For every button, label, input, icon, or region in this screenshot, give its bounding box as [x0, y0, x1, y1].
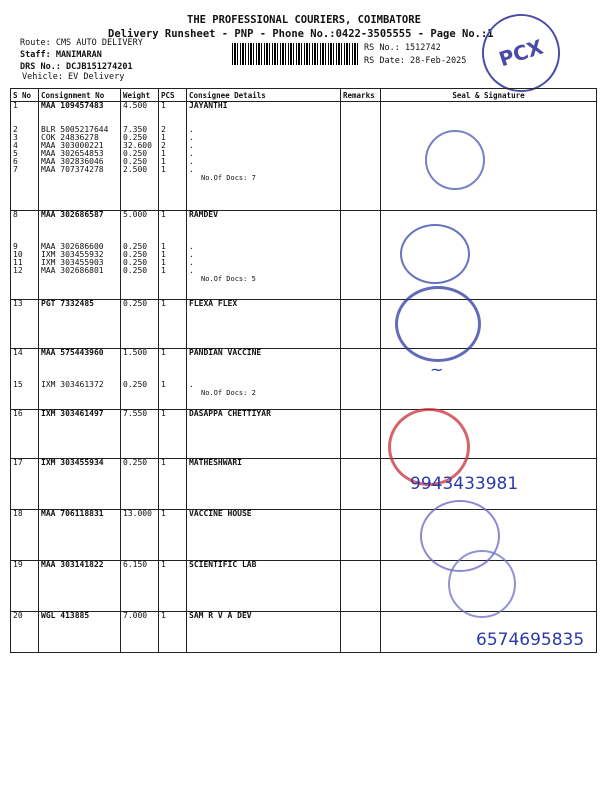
cell-sno	[11, 459, 39, 510]
wt-value: 7.550	[123, 409, 148, 418]
cell-pcs	[159, 612, 187, 653]
cn-value: IXM 303455934	[41, 458, 104, 467]
table-row	[11, 410, 597, 459]
consignee-value: VACCINE HOUSE	[189, 509, 252, 518]
cell-wt	[121, 510, 159, 561]
sno-value: 7	[13, 165, 18, 174]
cell-remarks	[341, 349, 381, 410]
cn-value: MAA 302654853	[41, 149, 104, 158]
cn-value: IXM 303461372	[41, 380, 104, 389]
wt-value: 7.000	[123, 611, 148, 620]
consignee-value: .	[189, 165, 194, 174]
staff-label: Staff: MANIMARAN	[20, 50, 102, 60]
consignee-value: SAM R V A DEV	[189, 611, 252, 620]
handwritten-phone-1: 9943433981	[410, 474, 519, 494]
wt-value: 7.350	[123, 125, 148, 134]
sno-value: 6	[13, 157, 18, 166]
wt-value	[123, 357, 156, 365]
sno-value: 14	[13, 348, 23, 357]
seal-stamp-2	[400, 224, 470, 284]
wt-value	[123, 219, 156, 227]
cn-value: MAA 109457483	[41, 101, 104, 110]
cell-remarks	[341, 459, 381, 510]
cell-cn	[39, 459, 121, 510]
cell-wt	[121, 102, 159, 211]
consignee-value	[189, 235, 338, 243]
table-row	[11, 300, 597, 349]
consignee-value	[189, 357, 338, 365]
pcs-value: 1	[161, 509, 166, 518]
cell-pcs	[159, 510, 187, 561]
cell-remarks	[341, 211, 381, 300]
cell-pcs	[159, 561, 187, 612]
consignee-value: .	[189, 149, 194, 158]
cn-value: MAA 707374278	[41, 165, 104, 174]
sno-value: 18	[13, 509, 23, 518]
cell-consignee	[187, 561, 341, 612]
wt-value	[123, 227, 156, 235]
pcs-value: 1	[161, 101, 166, 110]
pcs-value: 1	[161, 611, 166, 620]
sno-value: 13	[13, 299, 23, 308]
cell-consignee	[187, 612, 341, 653]
table-row	[11, 211, 597, 300]
cell-sno	[11, 300, 39, 349]
wt-value: 0.250	[123, 380, 148, 389]
wt-value: 6.150	[123, 560, 148, 569]
cn-value: BLR 5005217644	[41, 125, 109, 134]
pcs-value: 1	[161, 409, 166, 418]
barcode	[232, 43, 358, 65]
sno-value: 3	[13, 133, 18, 142]
consignee-value: .	[189, 258, 194, 267]
cn-value: MAA 706118831	[41, 509, 104, 518]
col-pcs: PCS	[159, 89, 187, 102]
cell-sno	[11, 211, 39, 300]
table-row	[11, 349, 597, 410]
pcs-value: 1	[161, 157, 166, 166]
cell-consignee	[187, 211, 341, 300]
cell-wt	[121, 459, 159, 510]
consignee-value: RAMDEV	[189, 210, 218, 219]
pcs-value: 1	[161, 258, 166, 267]
consignee-value: .	[189, 157, 194, 166]
cell-cn	[39, 211, 121, 300]
pcs-value: 1	[161, 458, 166, 467]
cn-value: MAA 303000221	[41, 141, 104, 150]
consignee-value: SCIENTIFIC LAB	[189, 560, 257, 569]
cell-sno	[11, 561, 39, 612]
cn-value: MAA 575443960	[41, 348, 104, 357]
cn-value	[41, 110, 118, 118]
pcs-value: 1	[161, 250, 166, 259]
cell-sno	[11, 102, 39, 211]
consignee-value: .	[189, 380, 194, 389]
sno-value: 11	[13, 258, 23, 267]
wt-value: 0.250	[123, 299, 148, 308]
rs-date: RS Date: 28-Feb-2025	[364, 56, 467, 66]
handwritten-phone-2: 6574695835	[476, 630, 585, 650]
cell-remarks	[341, 300, 381, 349]
pcs-value: 1	[161, 165, 166, 174]
cell-cn	[39, 349, 121, 410]
wt-value: 32.600	[123, 141, 152, 150]
consignee-value: .	[189, 141, 194, 150]
wt-value: 0.250	[123, 149, 148, 158]
wt-value: 0.250	[123, 242, 148, 251]
sno-value: 9	[13, 242, 18, 251]
cn-value	[41, 219, 118, 227]
cell-consignee	[187, 459, 341, 510]
cell-consignee	[187, 410, 341, 459]
cell-consignee	[187, 510, 341, 561]
consignee-value: PANDIAN VACCINE	[189, 348, 262, 357]
table-header-row	[11, 89, 597, 102]
col-sno: S No	[11, 89, 39, 102]
wt-value: 2.500	[123, 165, 148, 174]
cn-value: MAA 302686587	[41, 210, 104, 219]
wt-value: 0.250	[123, 258, 148, 267]
wt-value: 0.250	[123, 458, 148, 467]
cn-value: IXM 303461497	[41, 409, 104, 418]
consignee-value: .	[189, 125, 194, 134]
seal-stamp-flexa	[395, 286, 481, 362]
pcs-value: 1	[161, 133, 166, 142]
consignee-value	[189, 373, 338, 381]
pcs-value	[161, 219, 184, 227]
wt-value: 5.000	[123, 210, 148, 219]
cn-value: MAA 302836046	[41, 157, 104, 166]
cell-cn	[39, 300, 121, 349]
cell-remarks	[341, 102, 381, 211]
table-row	[11, 102, 597, 211]
pcs-value	[161, 227, 184, 235]
cn-value	[41, 227, 118, 235]
wt-value: 0.250	[123, 250, 148, 259]
cn-value: IXM 303455932	[41, 250, 104, 259]
cell-pcs	[159, 300, 187, 349]
consignee-value: .	[189, 242, 194, 251]
cell-remarks	[341, 561, 381, 612]
consignee-value: FLEXA FLEX	[189, 299, 238, 308]
pcs-value: 1	[161, 560, 166, 569]
wt-value: 13.000	[123, 509, 152, 518]
cell-pcs	[159, 102, 187, 211]
pcs-value: 1	[161, 210, 166, 219]
cell-consignee	[187, 349, 341, 410]
cell-pcs	[159, 349, 187, 410]
pcs-value	[161, 357, 184, 365]
col-remarks: Remarks	[341, 89, 381, 102]
consignee-value: MATHESHWARI	[189, 458, 242, 467]
pcs-value: 1	[161, 299, 166, 308]
pcx-stamp-text: PCX	[495, 34, 546, 72]
sno-value	[13, 227, 36, 235]
rs-number: RS No.: 1512742	[364, 43, 441, 53]
cell-seal	[381, 349, 597, 410]
pcs-value: 1	[161, 380, 166, 389]
consignee-value: .	[189, 133, 194, 142]
sno-value: 8	[13, 210, 18, 219]
cn-value: MAA 303141822	[41, 560, 104, 569]
company-name: THE PROFESSIONAL COURIERS, COIMBATORE	[187, 14, 421, 26]
col-consignee: Consignee Details	[187, 89, 341, 102]
pcs-value: 1	[161, 242, 166, 251]
sno-value: 5	[13, 149, 18, 158]
col-weight: Weight	[121, 89, 159, 102]
cell-sno	[11, 612, 39, 653]
cell-wt	[121, 410, 159, 459]
consignee-value	[189, 227, 338, 235]
pcs-value: 1	[161, 266, 166, 275]
sno-value	[13, 357, 36, 365]
sno-value: 20	[13, 611, 23, 620]
cell-pcs	[159, 459, 187, 510]
route-label: Route: CMS AUTO DELIVERY	[20, 38, 143, 48]
consignee-value	[189, 118, 338, 126]
pcs-value	[161, 365, 184, 373]
cn-value: IXM 303455903	[41, 258, 104, 267]
cell-sno	[11, 349, 39, 410]
cn-value	[41, 357, 118, 365]
consignee-value	[189, 110, 338, 118]
cell-cn	[39, 102, 121, 211]
cn-value: MAA 302686801	[41, 266, 104, 275]
sno-value: 4	[13, 141, 18, 150]
sno-value: 10	[13, 250, 23, 259]
cell-consignee	[187, 300, 341, 349]
docs-count: No.Of Docs: 2	[201, 389, 256, 397]
wt-value	[123, 365, 156, 373]
pcs-value: 2	[161, 141, 166, 150]
cell-cn	[39, 510, 121, 561]
col-consignment: Consignment No	[39, 89, 121, 102]
cell-pcs	[159, 410, 187, 459]
sno-value: 15	[13, 380, 23, 389]
seal-stamp-scientific	[448, 550, 516, 618]
wt-value: 0.250	[123, 266, 148, 275]
sno-value	[13, 365, 36, 373]
cn-value: MAA 302686600	[41, 242, 104, 251]
pcs-value: 1	[161, 348, 166, 357]
wt-value	[123, 110, 156, 118]
consignee-value	[189, 365, 338, 373]
consignee-value	[189, 219, 338, 227]
wt-value: 0.250	[123, 133, 148, 142]
vehicle-label: Vehicle: EV Delivery	[22, 72, 125, 82]
col-seal: Seal & Signature	[381, 89, 597, 102]
sno-value: 16	[13, 409, 23, 418]
runsheet-title: Delivery Runsheet - PNP - Phone No.:0422-3505555 - Page No.:1	[108, 28, 494, 40]
seal-stamp-1	[425, 130, 485, 190]
table-row	[11, 510, 597, 561]
sno-value: 2	[13, 125, 18, 134]
pcs-value: 2	[161, 125, 166, 134]
consignee-value: DASAPPA CHETTIYAR	[189, 409, 271, 418]
sno-value	[13, 110, 36, 118]
consignee-value: .	[189, 266, 194, 275]
pcs-value	[161, 110, 184, 118]
sno-value: 12	[13, 266, 23, 275]
cn-value: WGL 413885	[41, 611, 90, 620]
cell-sno	[11, 410, 39, 459]
pcs-value: 1	[161, 149, 166, 158]
cell-remarks	[341, 612, 381, 653]
cell-wt	[121, 349, 159, 410]
cell-consignee	[187, 102, 341, 211]
consignee-value: JAYANTHI	[189, 101, 228, 110]
cell-wt	[121, 211, 159, 300]
wt-value: 1.500	[123, 348, 148, 357]
cell-wt	[121, 561, 159, 612]
sno-value: 19	[13, 560, 23, 569]
cn-value: PGT 7332485	[41, 299, 94, 308]
docs-count: No.Of Docs: 7	[201, 174, 256, 182]
cell-wt	[121, 300, 159, 349]
cell-remarks	[341, 510, 381, 561]
signature-pandian: ~	[430, 360, 444, 379]
sno-value	[13, 219, 36, 227]
cell-seal	[381, 102, 597, 211]
drs-number: DRS No.: DCJB151274201	[20, 62, 133, 72]
cell-wt	[121, 612, 159, 653]
cell-cn	[39, 561, 121, 612]
cell-cn	[39, 410, 121, 459]
docs-count: No.Of Docs: 5	[201, 275, 256, 283]
cn-value: COK 24836278	[41, 133, 99, 142]
cell-sno	[11, 510, 39, 561]
cell-pcs	[159, 211, 187, 300]
sno-value: 17	[13, 458, 23, 467]
cn-value	[41, 365, 118, 373]
consignee-value: .	[189, 250, 194, 259]
cell-cn	[39, 612, 121, 653]
wt-value: 0.250	[123, 157, 148, 166]
wt-value: 4.500	[123, 101, 148, 110]
cell-remarks	[341, 410, 381, 459]
sno-value: 1	[13, 101, 18, 110]
